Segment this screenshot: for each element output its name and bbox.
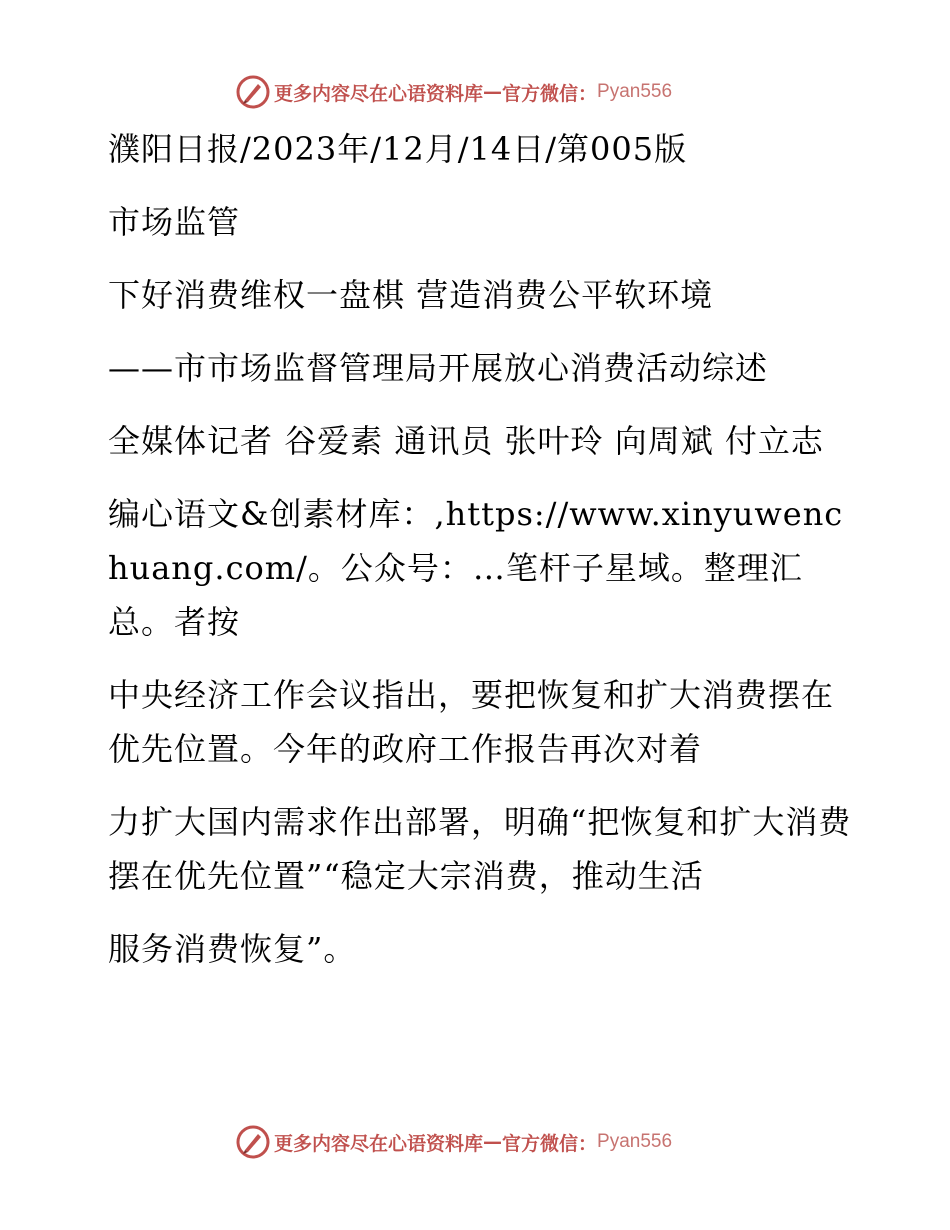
byline: 全媒体记者 谷爱素 通讯员 张叶玲 向周斌 付立志 [108, 422, 824, 460]
banner-text-main: 更多内容尽在心语资料库 [274, 82, 484, 105]
article-body [98, 122, 858, 995]
banner-official-label: 官方微信： [502, 82, 598, 105]
paragraph: 中央经济工作会议指出，要把恢复和扩大消费摆在优先位置。今年的政府工作报告再次对着 [108, 676, 835, 768]
paragraph: 服务消费恢复”。 [108, 930, 357, 968]
banner-official-label: 官方微信： [502, 1132, 598, 1155]
quill-pen-logo-icon [236, 1125, 270, 1159]
source-line: 濮阳日报/2023年/12月/14日/第005版 [108, 130, 688, 168]
banner-wechat-id: Pyan556 [597, 81, 673, 102]
header-banner [236, 72, 716, 112]
editor-note: 编心语文&创素材库：,https://www.xinyuwenchuang.com/。公众号：…笔杆子星域。整理汇总。者按 [108, 495, 844, 641]
paragraph: 力扩大国内需求作出部署，明确“把恢复和扩大消费摆在优先位置”“稳定大宗消费，推动生活 [108, 803, 852, 895]
banner-separator: — [483, 1131, 503, 1153]
banner-separator: — [483, 81, 503, 103]
quill-pen-logo-icon [236, 75, 270, 109]
footer-banner [236, 1122, 716, 1162]
subheadline: ——市市场监督管理局开展放心消费活动综述 [108, 349, 769, 387]
headline: 下好消费维权一盘棋 营造消费公平软环境 [108, 276, 714, 314]
banner-wechat-id: Pyan556 [597, 1131, 673, 1152]
banner-text-main: 更多内容尽在心语资料库 [274, 1132, 484, 1155]
section-label: 市场监管 [108, 203, 241, 241]
